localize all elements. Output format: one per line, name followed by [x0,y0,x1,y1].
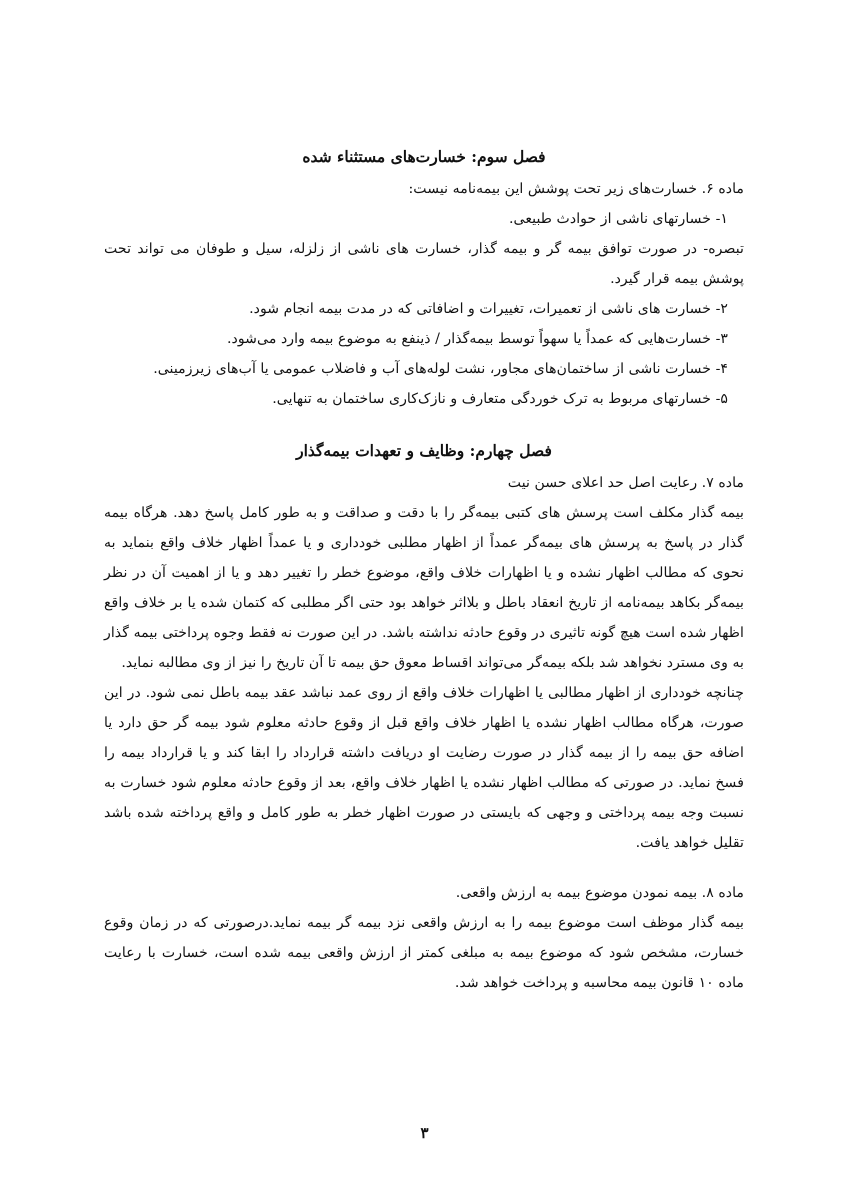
note-paragraph: تبصره- در صورت توافق بیمه گر و بیمه گذار، خسارت های ناشی از زلزله، سیل و طوفان می تواند تحت پوشش بیمه قرار گیرد. [104,241,744,287]
exclusion-item-5: ۵- خسارتهای مربوط به ترک خوردگی متعارف و نازک‌کاری ساختمان به تنهایی. [272,391,728,407]
article-8-title: ماده ۸. بیمه نمودن موضوع بیمه به ارزش واقعی. [455,885,744,901]
chapter-3-title: فصل سوم: خسارت‌های مستثناء شده [302,147,546,166]
article-7-title: ماده ۷. رعایت اصل حد اعلای حسن نیت [507,475,744,491]
paragraph-spacer [104,858,744,878]
section-spacer [104,414,744,434]
exclusion-item-4: ۴- خسارت ناشی از ساختمان‌های مجاور، نشت لوله‌های آب و فاضلاب عمومی یا آب‌های زیرزمینی. [153,361,728,377]
exclusion-item-3: ۳- خسارت‌هایی که عمداً یا سهواً توسط بیمه‌گذار / ذینفع به موضوع بیمه وارد می‌شود. [227,331,728,347]
page-content [104,140,744,998]
article-7-paragraph-1: بیمه گذار مکلف است پرسش های کتبی بیمه‌گر را با دقت و صداقت و به طور کامل پاسخ دهد. هرگاه بیمه گذار در پاسخ به پرسش های بیمه‌گر عمداً از اظهار مطلبی خودداری و یا عمداً اظهار خلاف واقع بنماید به نحوی که مطالب اظهار نشده و یا اظهارات خلاف واقع، موضوع خطر را تغییر دهد و یا از اهمیت آن در نظر بیمه‌گر بکاهد بیمه‌نامه از تاریخ انعقاد باطل و بلااثر خواهد بود حتی اگر مطلبی که کتمان شده یا بر خلاف واقع اظهار شده است هیچ گونه تاثیری در وقوع حادثه نداشته باشد. در این صورت نه فقط وجوه پرداختی بیمه گذار به وی مسترد نخواهد شد بلکه بیمه‌گر می‌تواند اقساط معوق حق بیمه تا آن تاریخ را نیز از وی مطالبه نماید. [104,505,744,671]
exclusion-item-2: ۲- خسارت های ناشی از تعمیرات، تغییرات و اضافاتی که در مدت بیمه انجام شود. [249,301,728,317]
article-6-intro: ماده ۶. خسارت‌های زیر تحت پوشش این بیمه‌نامه نیست: [408,181,744,197]
exclusion-item-1: ۱- خسارتهای ناشی از حوادث طبیعی. [508,211,728,227]
article-8-paragraph-1: بیمه گذار موظف است موضوع بیمه را به ارزش واقعی نزد بیمه گر بیمه نماید.درصورتی که در زمان وقوع خسارت، مشخص شود که موضوع بیمه به مبلغی کمتر از ارزش واقعی بیمه شده است، خسارت با رعایت ماده ۱۰ قانون بیمه محاسبه و پرداخت خواهد شد. [104,915,744,991]
article-7-paragraph-2: چنانچه خودداری از اظهار مطالبی یا اظهارات خلاف واقع از روی عمد نباشد عقد بیمه باطل نمی شود. در این صورت، هرگاه مطالب اظهار نشده یا اظهار خلاف واقع قبل از وقوع حادثه معلوم شود بیمه گر حق دارد یا اضافه حق بیمه را از بیمه گذار در صورت رضایت او دریافت داشته قرارداد را ابقا کند و یا قرارداد بیمه را فسخ نماید. در صورتی که مطالب اظهار نشده یا اظهار خلاف واقع، بعد از وقوع حادثه معلوم شود خسارت به نسبت وجه بیمه پرداختی و وجهی که بایستی در صورت اظهار خطر به طور کامل و واقع پرداخته شده باشد تقلیل خواهد یافت. [104,685,744,851]
chapter-4-title: فصل چهارم: وظایف و تعهدات بیمه‌گذار [296,441,552,460]
page-number: ۳ [420,1124,429,1142]
